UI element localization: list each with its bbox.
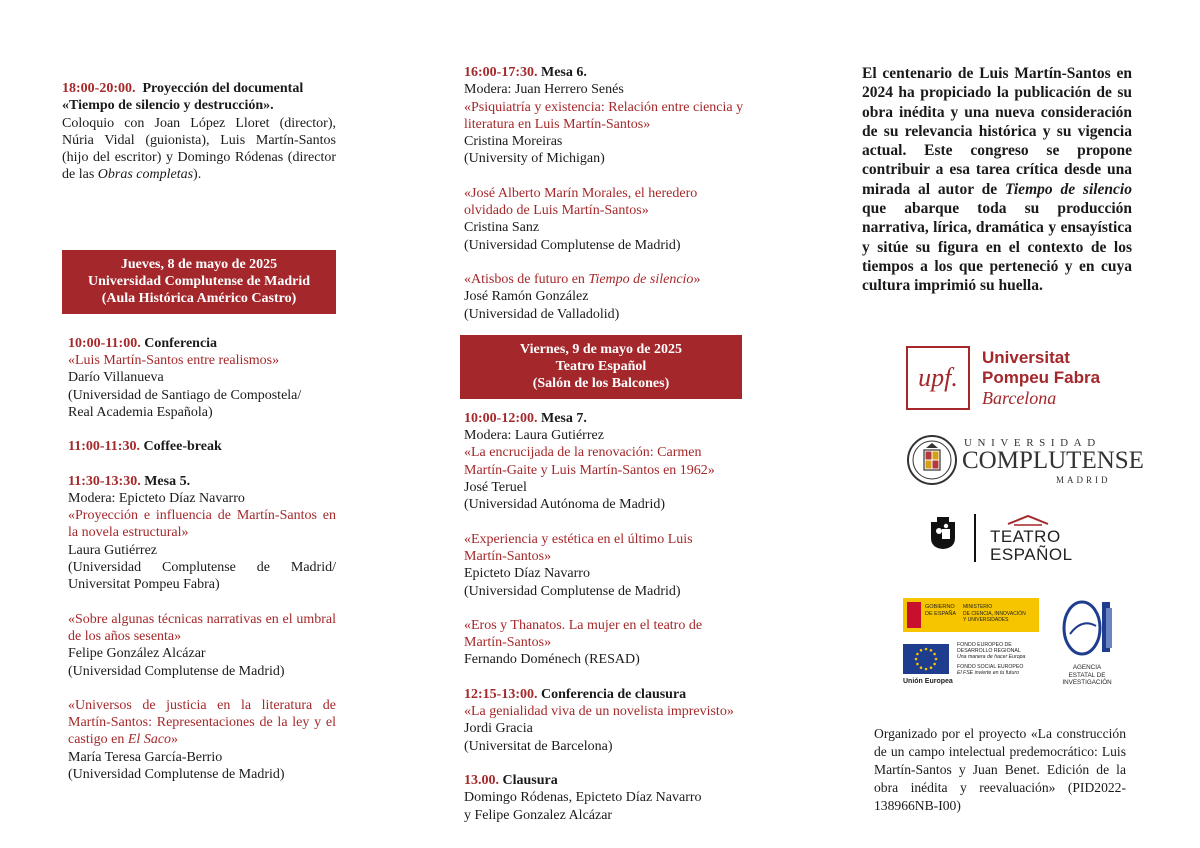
talk-title: «La encrucijada de la renovación: Carmen Martín-Gaite y Luis Martín-Santos en 1962» [464,445,715,478]
speaker-affiliation: (Universidad Complutense de Madrid) [68,663,285,679]
speaker-affiliation: (University of Michigan) [464,151,605,167]
speaker-name: Felipe González Alcázar [68,646,206,662]
session-label: Mesa 6. [541,65,587,80]
speaker-name: José Ramón González [464,289,589,305]
day-banner-jueves: Jueves, 8 de mayo de 2025 Universidad Complutense de Madrid (Aula Histórica Américo Castro) [62,250,336,314]
talk-title: «Experiencia y estética en el último Luis Martín-Santos» [464,531,693,564]
day-banner-viernes: Viernes, 9 de mayo de 2025 Teatro Español (Salón de los Balcones) [460,335,742,399]
session-label: Conferencia [144,335,218,351]
speaker-affiliation: (Universidad de Santiago de Compostela/ [68,387,302,403]
session-label: Mesa 5. [144,473,191,489]
madrid-bear-icon [928,516,958,550]
documentary-title: «Tiempo de silencio y destrucción». [62,98,274,114]
eu-label: Unión Europea [903,678,953,685]
speaker-name: José Teruel [464,480,527,496]
speaker-affiliation: (Universidad Complutense de Madrid) [464,583,681,599]
speaker-affiliation: (Universidad Complutense de Madrid) [68,767,285,783]
closing-speakers: Domingo Ródenas, Epicteto Díaz Navarro [464,790,702,806]
session-conferencia-clausura [464,686,764,755]
speaker-affiliation: (Universidad Complutense de Madrid/ Universitat Pompeu Fabra) [68,560,336,593]
moderator: Modera: Epicteto Díaz Navarro [68,490,245,506]
speaker-affiliation: (Universidad de Valladolid) [464,306,620,322]
ucm-logo [906,432,1144,488]
speaker-name: Cristina Sanz [464,220,540,236]
speaker-affiliation: (Universidad Complutense de Madrid) [464,237,681,253]
gobierno-box: GOBIERNO DE ESPAÑA MINISTERIO DE CIENCIA, INNOVACIÓN Y UNIVERSIDADES [903,598,1039,632]
speaker-name: Jordi Gracia [464,721,533,737]
talk-title: «Psiquiatría y existencia: Relación entre ciencia y literatura en Luis Martín-Santos» [464,99,744,132]
session-description: Coloquio con Joan López Lloret (director), Núria Vidal (guionista), Luis Martín-Santos (hijo del escritor) y Domingo Ródenas (director de las Obras completas). [62,115,336,183]
teatro-espanol-logo [928,514,1078,568]
aei-logo: AGENCIA ESTATAL DE INVESTIGACIÓN [1052,598,1122,698]
session-time: 10:00-11:00. [68,335,141,351]
speaker-affiliation: (Universidad Autónoma de Madrid) [464,497,666,513]
speaker-affiliation: Real Academia Española) [68,404,213,420]
talk-title: «Luis Martín-Santos entre realismos» [68,353,280,369]
talk-title: «Proyección e influencia de Martín-Santos en la novela estructural» [68,508,336,541]
talk-title: «Atisbos de futuro en Tiempo de silencio» [464,271,701,287]
session-title: Proyección del documental [142,81,304,96]
upf-city: Barcelona [982,388,1057,408]
session-conferencia [62,335,336,421]
session-mesa5 [62,473,336,784]
session-time: 12:15-13:00. [464,686,538,702]
session-time: 18:00-20:00. [62,81,136,96]
aei-emblem-icon [1056,598,1116,660]
moderator: Modera: Juan Herrero Senés [464,82,624,98]
speaker-name: María Teresa García-Berrio [68,749,223,765]
ucm-seal-icon [906,434,958,486]
ucm-city: MADRID [1056,475,1111,485]
session-time: 11:30-13:30. [68,473,141,489]
session-time: 10:00-12:00. [464,410,538,426]
upf-name: Universitat [982,348,1070,367]
speaker-name: Cristina Moreiras [464,134,563,150]
closing-speakers: y Felipe Gonzalez Alcázar [464,807,613,823]
gobierno-eu-logos: GOBIERNO DE ESPAÑA MINISTERIO DE CIENCIA, INNOVACIÓN Y UNIVERSIDADES FONDO EUROPEO DE DESARROLLO REGIONAL Una manera de hacer Europa FONDO SOCIAL EUROPEO El FSE invierte en tu futuro Unión Europea [903,598,1043,696]
speaker-name: Fernando Doménech (RESAD) [464,652,640,668]
session-mesa6 [464,64,764,323]
speaker-name: Epicteto Díaz Navarro [464,566,590,582]
session-time: 16:00-17:30. [464,65,538,80]
upf-logo [906,346,1106,412]
session-label: Conferencia de clausura [541,686,687,702]
session-label: Mesa 7. [541,410,587,426]
organizado-por: Organizado por el proyecto «La construcción de un campo intelectual predemocrático: Luis Martín-Santos y Juan Benet. Edición de la obra inédita y reevaluación» (PID2022-138966NB-I00) [874,726,1126,813]
speaker-name: Darío Villanueva [68,370,164,386]
upf-name: Pompeu Fabra [982,368,1101,387]
teatro-line2: ESPAÑOL [990,545,1073,564]
talk-title: «Universos de justicia en la literatura de Martín-Santos: Representaciones de la ley y el castigo en El Saco» [68,697,336,748]
session-clausura [464,772,764,824]
moderator: Modera: Laura Gutiérrez [464,428,604,444]
ucm-name: COMPLUTENSE [962,447,1144,474]
spain-coat-icon [907,602,921,628]
eu-flag-icon [903,644,949,674]
upf-mark: upf. [906,346,970,410]
talk-title: «La genialidad viva de un novelista imprevisto» [464,704,734,720]
column-right [862,64,1132,296]
session-coffee [62,438,336,455]
theatre-roof-icon [1006,514,1050,526]
session-time: 11:00-11:30. [68,439,140,455]
logo-divider [974,514,976,562]
intro-paragraph: El centenario de Luis Martín-Santos en 2024 ha propiciado la publicación de su obra inédita y una nueva consideración de su relevancia histórica y su vigencia actual. Este congreso se propone contribuir a esa tarea crítica desde una mirada al autor de Tiempo de silencio que abarque toda su producción narrativa, lírica, dramática y ensayística y sitúe su figura en el contexto de los tiempos a los que perteneció y en cuya cultura imprimió su huella. [862,65,1132,295]
column-left [62,80,336,783]
speaker-name: Laura Gutiérrez [68,542,157,558]
teatro-line1: TEATRO [990,527,1061,546]
session-mesa7 [464,410,764,669]
session-proyeccion [62,80,336,184]
talk-title: «José Alberto Marín Morales, el heredero olvidado de Luis Martín-Santos» [464,185,698,219]
session-label: Coffee-break [143,439,222,455]
column-middle [464,64,764,824]
session-time: 13.00. [464,772,499,788]
speaker-affiliation: (Universitat de Barcelona) [464,738,613,754]
session-label: Clausura [502,772,558,788]
ucm-top-text: UNIVERSIDAD [964,437,1101,449]
talk-title: «Eros y Thanatos. La mujer en el teatro de Martín-Santos» [464,617,703,651]
talk-title: «Sobre algunas técnicas narrativas en el umbral de los años sesenta» [68,611,336,644]
